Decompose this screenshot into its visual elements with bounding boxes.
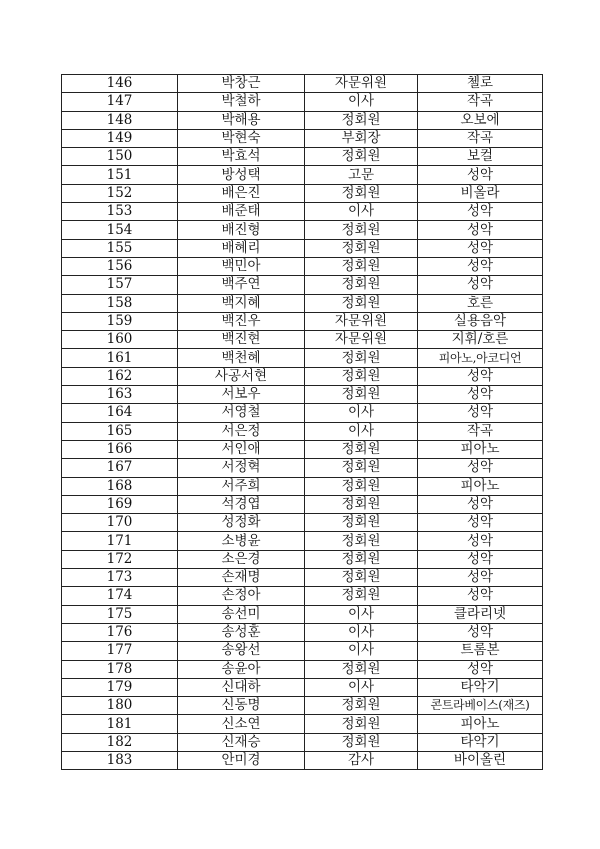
member-field-cell: 피아노	[418, 440, 543, 458]
member-role-cell: 정회원	[305, 715, 418, 733]
table-row	[62, 367, 543, 385]
table-row	[62, 422, 543, 440]
member-number-cell: 158	[62, 294, 178, 312]
member-field-cell: 성악	[418, 587, 543, 605]
table-row	[62, 93, 543, 111]
member-role-cell: 자문위원	[305, 75, 418, 93]
member-number-cell: 174	[62, 587, 178, 605]
table-row	[62, 550, 543, 568]
member-role-cell: 이사	[305, 203, 418, 221]
member-role-cell: 정회원	[305, 587, 418, 605]
member-role-cell: 정회원	[305, 349, 418, 367]
member-name-cell: 박해용	[178, 111, 305, 129]
member-role-cell: 정회원	[305, 257, 418, 275]
member-role-cell: 자문위원	[305, 331, 418, 349]
table-row	[62, 495, 543, 513]
member-name-cell: 박현숙	[178, 129, 305, 147]
member-field-cell: 성악	[418, 660, 543, 678]
member-number-cell: 170	[62, 514, 178, 532]
member-field-cell: 성악	[418, 569, 543, 587]
table-row	[62, 605, 543, 623]
table-row	[62, 129, 543, 147]
table-row	[62, 715, 543, 733]
table-row	[62, 569, 543, 587]
member-name-cell: 서인애	[178, 440, 305, 458]
member-field-cell: 보컬	[418, 148, 543, 166]
table-row	[62, 203, 543, 221]
member-field-cell: 성악	[418, 550, 543, 568]
member-field-cell: 성악	[418, 367, 543, 385]
member-name-cell: 백천혜	[178, 349, 305, 367]
member-name-cell: 손정아	[178, 587, 305, 605]
member-number-cell: 164	[62, 404, 178, 422]
table-row	[62, 349, 543, 367]
member-role-cell: 정회원	[305, 239, 418, 257]
member-field-cell: 성악	[418, 495, 543, 513]
member-name-cell: 배진형	[178, 221, 305, 239]
member-role-cell: 정회원	[305, 440, 418, 458]
member-name-cell: 배혜리	[178, 239, 305, 257]
table-row	[62, 75, 543, 93]
member-number-cell: 178	[62, 660, 178, 678]
member-number-cell: 161	[62, 349, 178, 367]
member-name-cell: 박철하	[178, 93, 305, 111]
member-field-cell: 성악	[418, 221, 543, 239]
member-number-cell: 169	[62, 495, 178, 513]
member-name-cell: 배준태	[178, 203, 305, 221]
member-number-cell: 182	[62, 733, 178, 751]
table-row	[62, 331, 543, 349]
member-field-cell: 피아노	[418, 477, 543, 495]
member-number-cell: 160	[62, 331, 178, 349]
member-number-cell: 157	[62, 276, 178, 294]
member-field-cell: 성악	[418, 276, 543, 294]
member-name-cell: 백진현	[178, 331, 305, 349]
member-number-cell: 176	[62, 623, 178, 641]
member-table	[61, 74, 543, 770]
member-number-cell: 162	[62, 367, 178, 385]
table-row	[62, 459, 543, 477]
member-number-cell: 181	[62, 715, 178, 733]
table-row	[62, 239, 543, 257]
member-role-cell: 정회원	[305, 367, 418, 385]
member-number-cell: 155	[62, 239, 178, 257]
member-field-cell: 클라리넷	[418, 605, 543, 623]
member-name-cell: 손재명	[178, 569, 305, 587]
member-name-cell: 안미경	[178, 751, 305, 769]
table-row	[62, 312, 543, 330]
member-number-cell: 163	[62, 386, 178, 404]
table-row	[62, 148, 543, 166]
member-field-cell: 성악	[418, 203, 543, 221]
member-field-cell: 작곡	[418, 93, 543, 111]
member-table-body	[62, 75, 543, 770]
table-row	[62, 257, 543, 275]
table-row	[62, 166, 543, 184]
member-role-cell: 정회원	[305, 221, 418, 239]
member-role-cell: 정회원	[305, 532, 418, 550]
member-name-cell: 백진우	[178, 312, 305, 330]
member-number-cell: 173	[62, 569, 178, 587]
member-number-cell: 153	[62, 203, 178, 221]
member-name-cell: 성정화	[178, 514, 305, 532]
member-field-cell: 피아노	[418, 715, 543, 733]
member-role-cell: 정회원	[305, 660, 418, 678]
member-field-cell: 타악기	[418, 733, 543, 751]
member-name-cell: 방성택	[178, 166, 305, 184]
member-field-cell: 실용음악	[418, 312, 543, 330]
member-field-cell: 호른	[418, 294, 543, 312]
member-field-cell: 작곡	[418, 422, 543, 440]
member-number-cell: 159	[62, 312, 178, 330]
table-row	[62, 111, 543, 129]
table-row	[62, 386, 543, 404]
table-row	[62, 642, 543, 660]
member-field-cell: 비올라	[418, 184, 543, 202]
member-role-cell: 정회원	[305, 569, 418, 587]
member-role-cell: 이사	[305, 404, 418, 422]
member-name-cell: 사공서현	[178, 367, 305, 385]
member-role-cell: 이사	[305, 623, 418, 641]
member-field-cell: 성악	[418, 257, 543, 275]
member-number-cell: 154	[62, 221, 178, 239]
member-name-cell: 배은진	[178, 184, 305, 202]
table-row	[62, 751, 543, 769]
member-number-cell: 183	[62, 751, 178, 769]
member-number-cell: 175	[62, 605, 178, 623]
table-row	[62, 477, 543, 495]
member-name-cell: 백지혜	[178, 294, 305, 312]
member-name-cell: 소병윤	[178, 532, 305, 550]
member-field-cell: 성악	[418, 532, 543, 550]
member-role-cell: 정회원	[305, 514, 418, 532]
member-name-cell: 신소연	[178, 715, 305, 733]
member-field-cell: 지휘/호른	[418, 331, 543, 349]
member-field-cell: 타악기	[418, 678, 543, 696]
member-role-cell: 자문위원	[305, 312, 418, 330]
table-row	[62, 440, 543, 458]
member-name-cell: 송성훈	[178, 623, 305, 641]
table-row	[62, 276, 543, 294]
member-number-cell: 180	[62, 697, 178, 715]
member-field-cell: 성악	[418, 386, 543, 404]
member-name-cell: 송왕선	[178, 642, 305, 660]
member-role-cell: 고문	[305, 166, 418, 184]
member-field-cell: 오보에	[418, 111, 543, 129]
member-name-cell: 박창근	[178, 75, 305, 93]
member-field-cell: 피아노,아코디언	[418, 349, 543, 367]
table-row	[62, 623, 543, 641]
member-name-cell: 서주희	[178, 477, 305, 495]
member-role-cell: 이사	[305, 642, 418, 660]
member-name-cell: 신재승	[178, 733, 305, 751]
member-role-cell: 이사	[305, 678, 418, 696]
member-number-cell: 146	[62, 75, 178, 93]
member-role-cell: 정회원	[305, 495, 418, 513]
table-row	[62, 184, 543, 202]
member-name-cell: 소은경	[178, 550, 305, 568]
table-row	[62, 532, 543, 550]
member-role-cell: 정회원	[305, 697, 418, 715]
table-row	[62, 697, 543, 715]
member-field-cell: 바이올린	[418, 751, 543, 769]
member-name-cell: 송윤아	[178, 660, 305, 678]
member-number-cell: 147	[62, 93, 178, 111]
member-number-cell: 171	[62, 532, 178, 550]
member-number-cell: 148	[62, 111, 178, 129]
member-number-cell: 179	[62, 678, 178, 696]
member-role-cell: 정회원	[305, 276, 418, 294]
member-name-cell: 백주연	[178, 276, 305, 294]
member-name-cell: 서보우	[178, 386, 305, 404]
member-role-cell: 이사	[305, 605, 418, 623]
member-name-cell: 신대하	[178, 678, 305, 696]
member-number-cell: 167	[62, 459, 178, 477]
member-name-cell: 신동명	[178, 697, 305, 715]
member-name-cell: 석경엽	[178, 495, 305, 513]
table-row	[62, 514, 543, 532]
member-number-cell: 152	[62, 184, 178, 202]
member-role-cell: 정회원	[305, 111, 418, 129]
member-number-cell: 177	[62, 642, 178, 660]
member-field-cell: 성악	[418, 459, 543, 477]
member-field-cell: 첼로	[418, 75, 543, 93]
member-number-cell: 151	[62, 166, 178, 184]
member-number-cell: 168	[62, 477, 178, 495]
member-role-cell: 정회원	[305, 294, 418, 312]
member-role-cell: 정회원	[305, 184, 418, 202]
table-row	[62, 294, 543, 312]
member-number-cell: 166	[62, 440, 178, 458]
member-name-cell: 송선미	[178, 605, 305, 623]
member-field-cell: 성악	[418, 239, 543, 257]
member-name-cell: 백민아	[178, 257, 305, 275]
member-role-cell: 이사	[305, 422, 418, 440]
member-role-cell: 정회원	[305, 386, 418, 404]
member-field-cell: 콘트라베이스(재즈)	[418, 697, 543, 715]
member-role-cell: 정회원	[305, 550, 418, 568]
table-row	[62, 678, 543, 696]
member-name-cell: 박효석	[178, 148, 305, 166]
member-field-cell: 작곡	[418, 129, 543, 147]
member-field-cell: 성악	[418, 404, 543, 422]
table-row	[62, 404, 543, 422]
member-role-cell: 감사	[305, 751, 418, 769]
member-number-cell: 150	[62, 148, 178, 166]
table-row	[62, 660, 543, 678]
member-role-cell: 정회원	[305, 459, 418, 477]
member-role-cell: 부회장	[305, 129, 418, 147]
member-role-cell: 이사	[305, 93, 418, 111]
member-field-cell: 성악	[418, 166, 543, 184]
member-field-cell: 성악	[418, 514, 543, 532]
member-field-cell: 트롬본	[418, 642, 543, 660]
member-number-cell: 172	[62, 550, 178, 568]
member-number-cell: 156	[62, 257, 178, 275]
member-role-cell: 정회원	[305, 733, 418, 751]
table-row	[62, 587, 543, 605]
member-name-cell: 서정혁	[178, 459, 305, 477]
table-row	[62, 733, 543, 751]
table-row	[62, 221, 543, 239]
member-role-cell: 정회원	[305, 148, 418, 166]
member-number-cell: 165	[62, 422, 178, 440]
member-field-cell: 성악	[418, 623, 543, 641]
member-number-cell: 149	[62, 129, 178, 147]
member-name-cell: 서영철	[178, 404, 305, 422]
member-role-cell: 정회원	[305, 477, 418, 495]
member-name-cell: 서은정	[178, 422, 305, 440]
